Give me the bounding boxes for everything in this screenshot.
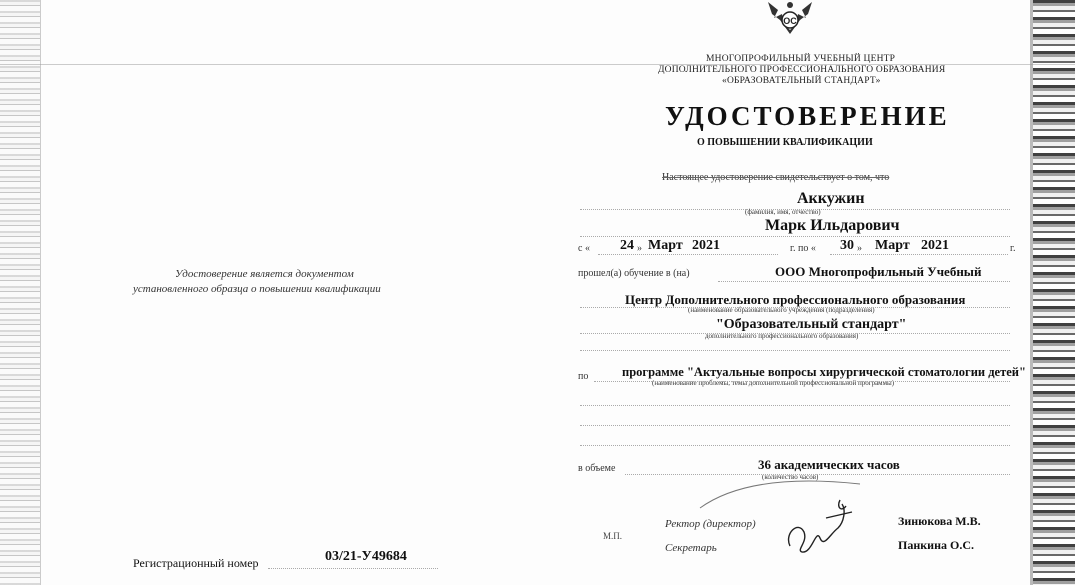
institution-line3: "Образовательный стандарт"	[716, 317, 907, 332]
full-name: Марк Ильдарович	[765, 217, 900, 234]
institution-caption2: дополнительного профессионального образования)	[705, 332, 859, 340]
to-date-line	[830, 254, 1008, 255]
from-close-quote: »	[637, 243, 642, 254]
from-year: 2021	[692, 238, 720, 253]
institution-line2: Центр Дополнительного профессионального образования	[625, 292, 966, 307]
eagle-emblem-icon	[760, 0, 820, 38]
surname: Аккужин	[797, 190, 865, 207]
document-title: УДОСТОВЕРЕНИЕ	[665, 101, 950, 131]
stamp-place: М.П.	[603, 531, 623, 541]
program-caption: (наименование проблемы, темы дополнительной профессиональной программы)	[652, 379, 895, 387]
blank-line-4	[580, 445, 1010, 446]
from-label: с «	[578, 243, 590, 254]
decorative-border-right	[1033, 0, 1075, 585]
reg-number: 03/21-У49684	[325, 549, 407, 564]
to-month: Март	[875, 238, 910, 253]
org-line3: «ОБРАЗОВАТЕЛЬНЫЙ СТАНДАРТ»	[722, 76, 881, 86]
institution-line3-rule	[580, 333, 1010, 334]
left-note-line1: Удостоверение является документом	[175, 268, 354, 280]
volume-label: в объеме	[578, 463, 616, 474]
blank-line-2	[580, 405, 1010, 406]
reg-number-line	[268, 568, 438, 569]
from-day: 24	[620, 238, 634, 253]
program-label: по	[578, 371, 589, 382]
rector-label: Ректор (директор)	[665, 518, 756, 530]
institution-line2-rule	[580, 307, 1010, 308]
program-title: программе "Актуальные вопросы хирургической стоматологии детей"	[622, 365, 1026, 379]
institution-line1: ООО Многопрофильный Учебный	[775, 264, 982, 279]
left-note-line2: установленного образца о повышении квалификации	[133, 283, 381, 295]
fio-caption: (фамилия, имя, отчество)	[745, 208, 821, 216]
year-suffix: г.	[1010, 243, 1016, 254]
volume-value: 36 академических часов	[758, 457, 900, 472]
org-line1: МНОГОПРОФИЛЬНЫЙ УЧЕБНЫЙ ЦЕНТР	[706, 54, 896, 64]
intro-text: Настоящее удостоверение свидетельствует о том, что	[662, 172, 890, 183]
institution-line1-rule	[718, 281, 1010, 282]
border-left-line	[40, 0, 41, 585]
volume-caption: (количество часов)	[762, 473, 819, 481]
name-line	[580, 236, 1010, 237]
border-right-line	[1030, 0, 1033, 585]
blank-line-1	[580, 350, 1010, 351]
emblem-text: ОС	[783, 16, 797, 26]
to-year: 2021	[921, 238, 949, 253]
handwritten-signature	[780, 498, 860, 558]
document-subtitle: О ПОВЫШЕНИИ КВАЛИФИКАЦИИ	[697, 137, 873, 148]
org-line2: ДОПОЛНИТЕЛЬНОГО ПРОФЕССИОНАЛЬНОГО ОБРАЗОВАНИЯ	[658, 65, 946, 75]
blank-line-3	[580, 425, 1010, 426]
to-day: 30	[840, 238, 854, 253]
rector-name: Зинюкова М.В.	[898, 514, 981, 528]
to-close-quote: »	[857, 243, 862, 254]
from-month: Март	[648, 238, 683, 253]
decorative-border-left	[0, 0, 40, 585]
secretary-name: Панкина О.С.	[898, 538, 974, 552]
secretary-label: Секретарь	[665, 542, 717, 554]
program-line	[594, 381, 1010, 382]
institution-caption: (наименование образовательного учреждения (подразделения)	[688, 306, 875, 314]
trained-label: прошел(а) обучение в (на)	[578, 268, 690, 279]
to-label: г. по «	[790, 243, 816, 254]
reg-number-label: Регистрационный номер	[133, 556, 259, 570]
from-date-line	[598, 254, 778, 255]
